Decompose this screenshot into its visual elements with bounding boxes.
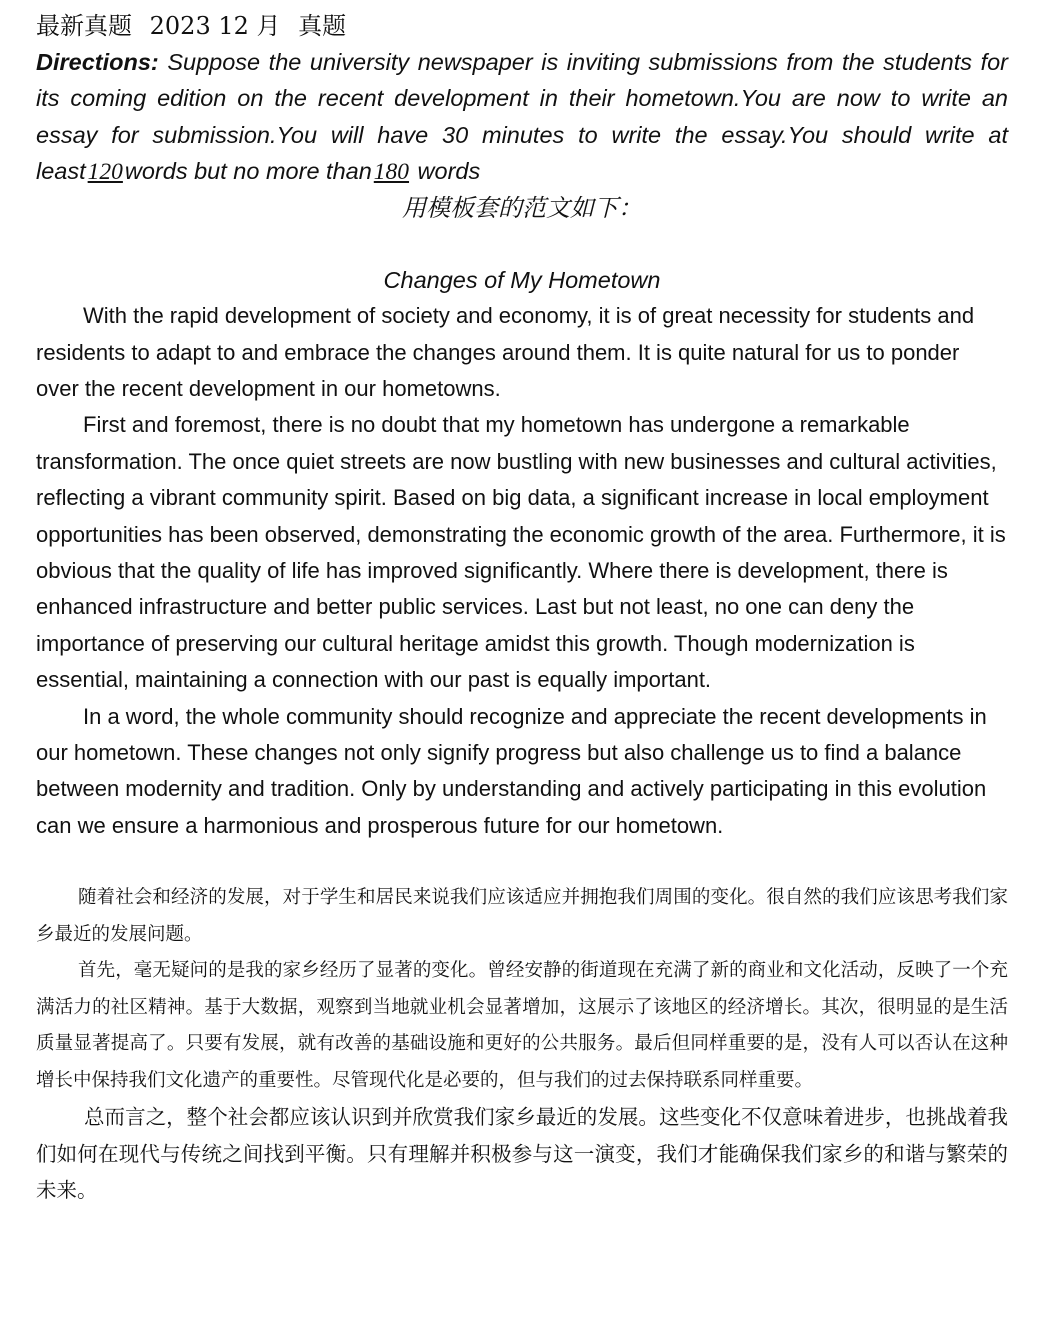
header-label: 最新真题 <box>36 12 132 40</box>
translation-paragraph-2: 首先，毫无疑问的是我的家乡经历了显著的变化。曾经安静的街道现在充满了新的商业和文化活动，反映了一个充满活力的社区精神。基于大数据，观察到当地就业机会显著增加，这展示了该地区的经济增长。其次，很明显的是生活质量显著提高了。只要有发展，就有改善的基础设施和更好的公共服务。最后但同样重要的是，没有人可以否认在这种增长中保持我们文化遗产的重要性。尽管现代化是必要的，但与我们的过去保持联系同样重要。 <box>36 960 1008 1091</box>
directions-body: Suppose the university newspaper is inviting submissions from the students for its coming edition on the recent development in their hometown.You are now to write an essay for submission.You will have 30 minutes to write the essay.You should write at least <box>36 49 1009 184</box>
translation-block <box>36 880 1008 1209</box>
essay-paragraph-2: First and foremost, there is no doubt that my hometown has undergone a remarkable transformation. The once quiet streets are now bustling with new businesses and cultural activities, reflecting a vibrant community spirit. Based on big data, a significant increase in local employment opportunities has been observed, demonstrating the economic growth of the area. Furthermore, it is obvious that the quality of life has improved significantly. Where there is development, there is enhanced infrastructure and better public services. Last but not least, no one can deny the importance of preserving our cultural heritage amidst this growth. Though modernization is essential, maintaining a connection with our past is equally important. <box>36 412 1006 693</box>
document-page <box>36 8 1008 1209</box>
template-note: 用模板套的范文如下： <box>402 194 642 223</box>
translation-paragraph-1: 随着社会和经济的发展，对于学生和居民来说我们应该适应并拥抱我们周围的变化。很自然的我们应该思考我们家乡最近的发展问题。 <box>36 887 1008 945</box>
translation-paragraph-3: 总而言之，整个社会都应该认识到并欣赏我们家乡最近的发展。这些变化不仅意味着进步，也挑战着我们如何在现代与传统之间找到平衡。只有理解并积极参与这一演变，我们才能确保我们家乡的和谐与繁荣的未来。 <box>36 1105 1008 1203</box>
header-tag: 真题 <box>298 12 347 40</box>
directions-middle: words but no more than <box>124 157 372 184</box>
essay-paragraph-1: With the rapid development of society and economy, it is of great necessity for students and residents to adapt to and embrace the changes around them. It is quite natural for us to ponder over the recent development in our hometowns. <box>36 303 975 401</box>
max-words-blank: 180 <box>373 158 410 185</box>
header-date: 2023 12 月 <box>149 12 281 40</box>
essay-paragraph-3: In a word, the whole community should recognize and appreciate the recent developments in our hometown. These changes not only signify progress but also challenge us to find a balance between modernity and tradition. Only by understanding and actively participating in this evolution can we ensure a harmonious and prosperous future for our hometown. <box>36 703 987 838</box>
min-words-blank: 120 <box>87 158 123 185</box>
page-header <box>36 8 1008 44</box>
directions-end: words <box>411 157 481 184</box>
directions-label: Directions: <box>36 49 159 75</box>
directions-text <box>36 44 1008 190</box>
essay-title: Changes of My Hometown <box>383 267 661 294</box>
